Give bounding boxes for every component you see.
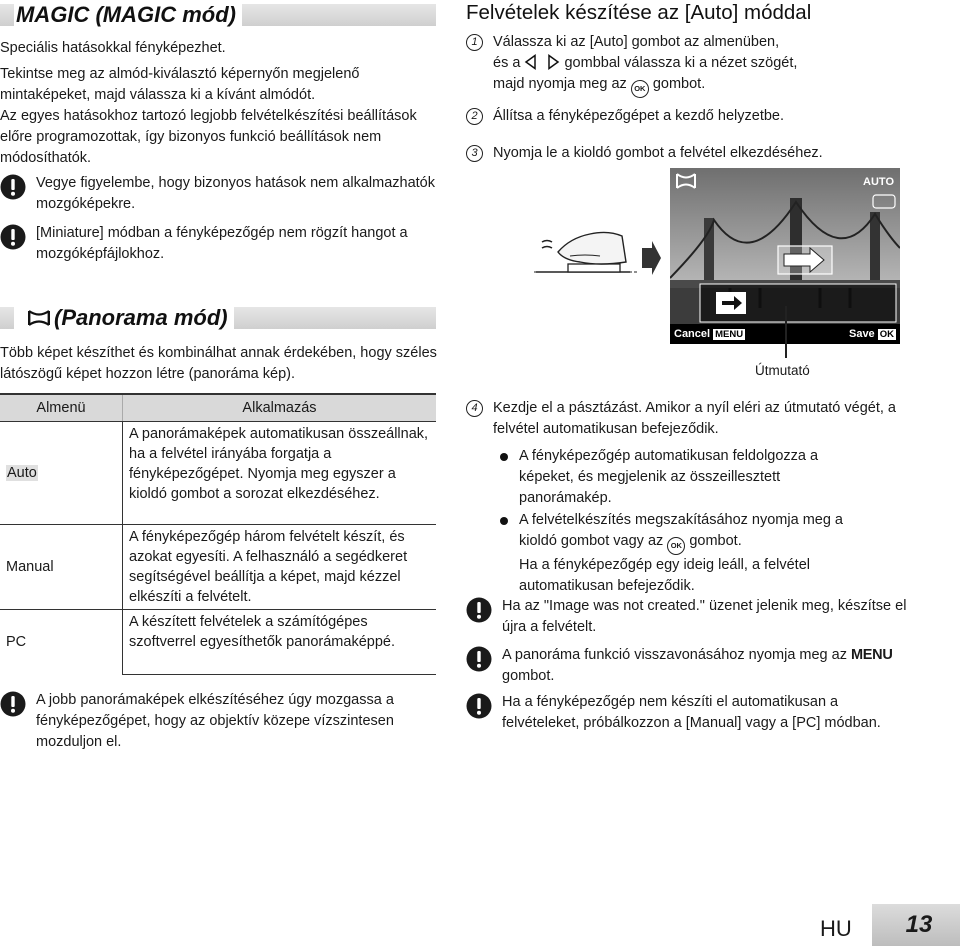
magic-section-title: MAGIC (MAGIC mód) — [14, 0, 242, 30]
panorama-mode-icon — [26, 308, 52, 328]
bullet-dot — [500, 517, 508, 525]
table-header-submenu: Almenü — [0, 394, 123, 422]
table-row-auto — [0, 422, 436, 525]
step-1-line-3: majd nyomja meg az OK gombot. — [493, 74, 943, 98]
table-cell-submenu: Manual — [0, 525, 123, 610]
panorama-section-header — [0, 303, 436, 333]
panorama-note — [0, 690, 440, 754]
caution-icon — [466, 597, 492, 623]
page-number: 13 — [872, 904, 960, 946]
table-cell-description: A panorámaképek automatikusan összeállnak, ha a felvétel irányába forgatja a fényképezőgépet. Nyomja meg egyszer a kioldó gombot a sorozat elkezdéséhez. — [123, 422, 437, 525]
bullet-dot — [500, 453, 508, 461]
magic-section-header — [0, 0, 436, 30]
bullet-1-text: A fényképezőgép automatikusan feldolgozza a képeket, és megjelenik az összeillesztett panorámakép. — [519, 448, 819, 506]
magic-note-2-text: [Miniature] módban a fényképezőgép nem rögzít hangot a mozgóképfájlokhoz. — [36, 225, 408, 262]
caution-icon — [0, 174, 26, 200]
auto-note-1-text: Ha az "Image was not created." üzenet jelenik meg, készítse el újra a felvételt. — [502, 598, 907, 635]
page-footer — [820, 904, 960, 946]
table-row-manual — [0, 525, 436, 610]
magic-note-2 — [0, 223, 440, 265]
step-4-bullet-1 — [500, 446, 940, 508]
panorama-note-text: A jobb panorámaképek elkészítéséhez úgy mozgassa a fényképezőgépet, hogy az objektív közepe vízszintesen mozduljon el. — [36, 692, 394, 750]
table-row-pc — [0, 610, 436, 675]
caution-icon — [466, 646, 492, 672]
step-3-text: Nyomja le a kioldó gombot a felvétel elkezdéséhez. — [493, 145, 823, 161]
panorama-section-title: (Panorama mód) — [14, 303, 234, 333]
menu-button-label: MENU — [851, 647, 893, 663]
menu-key-badge: MENU — [715, 329, 744, 340]
caution-icon — [466, 693, 492, 719]
step-3 — [466, 143, 946, 165]
panorama-intro: Több képet készíthet és kombinálhat annak érdekében, hogy széles látószögű képet hozzon létre (panoráma kép). — [0, 345, 437, 382]
auto-note-3-text: Ha a fényképezőgép nem készíti el automatikusan a felvételeket, próbálkozzon a [Manual] vagy a [PC] módban. — [502, 694, 881, 731]
caution-icon — [0, 224, 26, 250]
step-4-bullet-2 — [500, 510, 940, 594]
table-cell-description: A készített felvételek a számítógépes szoftverrel egyesíthetők panorámaképpé. — [123, 610, 437, 675]
caution-icon — [0, 691, 26, 717]
table-cell-submenu: Auto — [0, 422, 123, 525]
auto-section-title: Felvételek készítése az [Auto] móddal — [466, 1, 812, 24]
bullet-2-subline: Ha a fényképezőgép egy ideig leáll, a felvétel automatikusan befejeződik. — [519, 557, 810, 594]
panorama-submenu-table — [0, 393, 436, 675]
guide-callout-line — [785, 306, 787, 358]
magic-instruction: Tekintse meg az almód-kiválasztó képernyőn megjelenő mintaképeket, majd válassza ki a kívánt almódót. — [0, 66, 360, 103]
step-1-line-1: Válassza ki az [Auto] gombot az almenüben, — [493, 34, 780, 50]
magic-intro: Speciális hatásokkal fényképezhet. — [0, 40, 226, 56]
step-number: 3 — [466, 145, 483, 162]
auto-note-3 — [466, 692, 946, 756]
auto-note-1 — [466, 596, 946, 640]
step-number: 1 — [466, 34, 483, 51]
magic-note-1 — [0, 173, 440, 215]
table-cell-description: A fényképezőgép három felvételt készít, és azokat egyesíti. A felhasználó a segédkeret segítségével beállítja a képet, majd kézzel elkészíti a felvételt. — [123, 525, 437, 610]
bullet-2-line: A felvételkészítés megszakításához nyomja meg a kioldó gombot vagy az OK gombot. — [519, 510, 864, 555]
left-right-arrows-icon — [524, 54, 560, 70]
ok-button-icon: OK — [631, 80, 649, 98]
step-1 — [466, 32, 946, 96]
step-4 — [466, 398, 956, 442]
table-header-application: Alkalmazás — [123, 394, 437, 422]
guide-callout-label: Útmutató — [755, 363, 810, 378]
ok-key-badge: OK — [879, 329, 894, 340]
magic-note-1-text: Vegye figyelembe, hogy bizonyos hatások nem alkalmazhatók mozgóképekre. — [36, 175, 435, 212]
panorama-scene-image — [670, 168, 900, 324]
step-1-line-2: és a gombbal válassza ki a nézet szögét, — [493, 55, 798, 71]
step-4-text: Kezdje el a pásztázást. Amikor a nyíl eléri az útmutató végét, a felvétel automatikusan befejeződik. — [493, 400, 896, 437]
auto-note-2-text: A panoráma funkció visszavonásához nyomja meg az — [502, 647, 847, 663]
next-arrow-icon — [640, 240, 662, 276]
auto-note-2: A panoráma funkció visszavonásához nyomja meg az MENU gombot. — [466, 645, 946, 689]
ok-button-icon: OK — [667, 537, 685, 555]
shutter-press-illustration — [530, 214, 640, 280]
magic-settings-info: Az egyes hatásokhoz tartozó legjobb felvételkészítési beállítások előre programozottak, így bizonyos funkció beállítások nem módosíthatók. — [0, 108, 417, 166]
step-number: 4 — [466, 400, 483, 417]
save-hint: Save OK — [848, 328, 894, 340]
auto-mode-badge: AUTO — [863, 176, 894, 188]
table-cell-submenu: PC — [0, 610, 123, 675]
cancel-hint: Cancel MENU — [674, 328, 744, 340]
step-2-text: Állítsa a fényképezőgépet a kezdő helyzetbe. — [493, 108, 784, 124]
step-number: 2 — [466, 108, 483, 125]
language-code: HU — [820, 916, 852, 941]
step-2 — [466, 106, 946, 128]
